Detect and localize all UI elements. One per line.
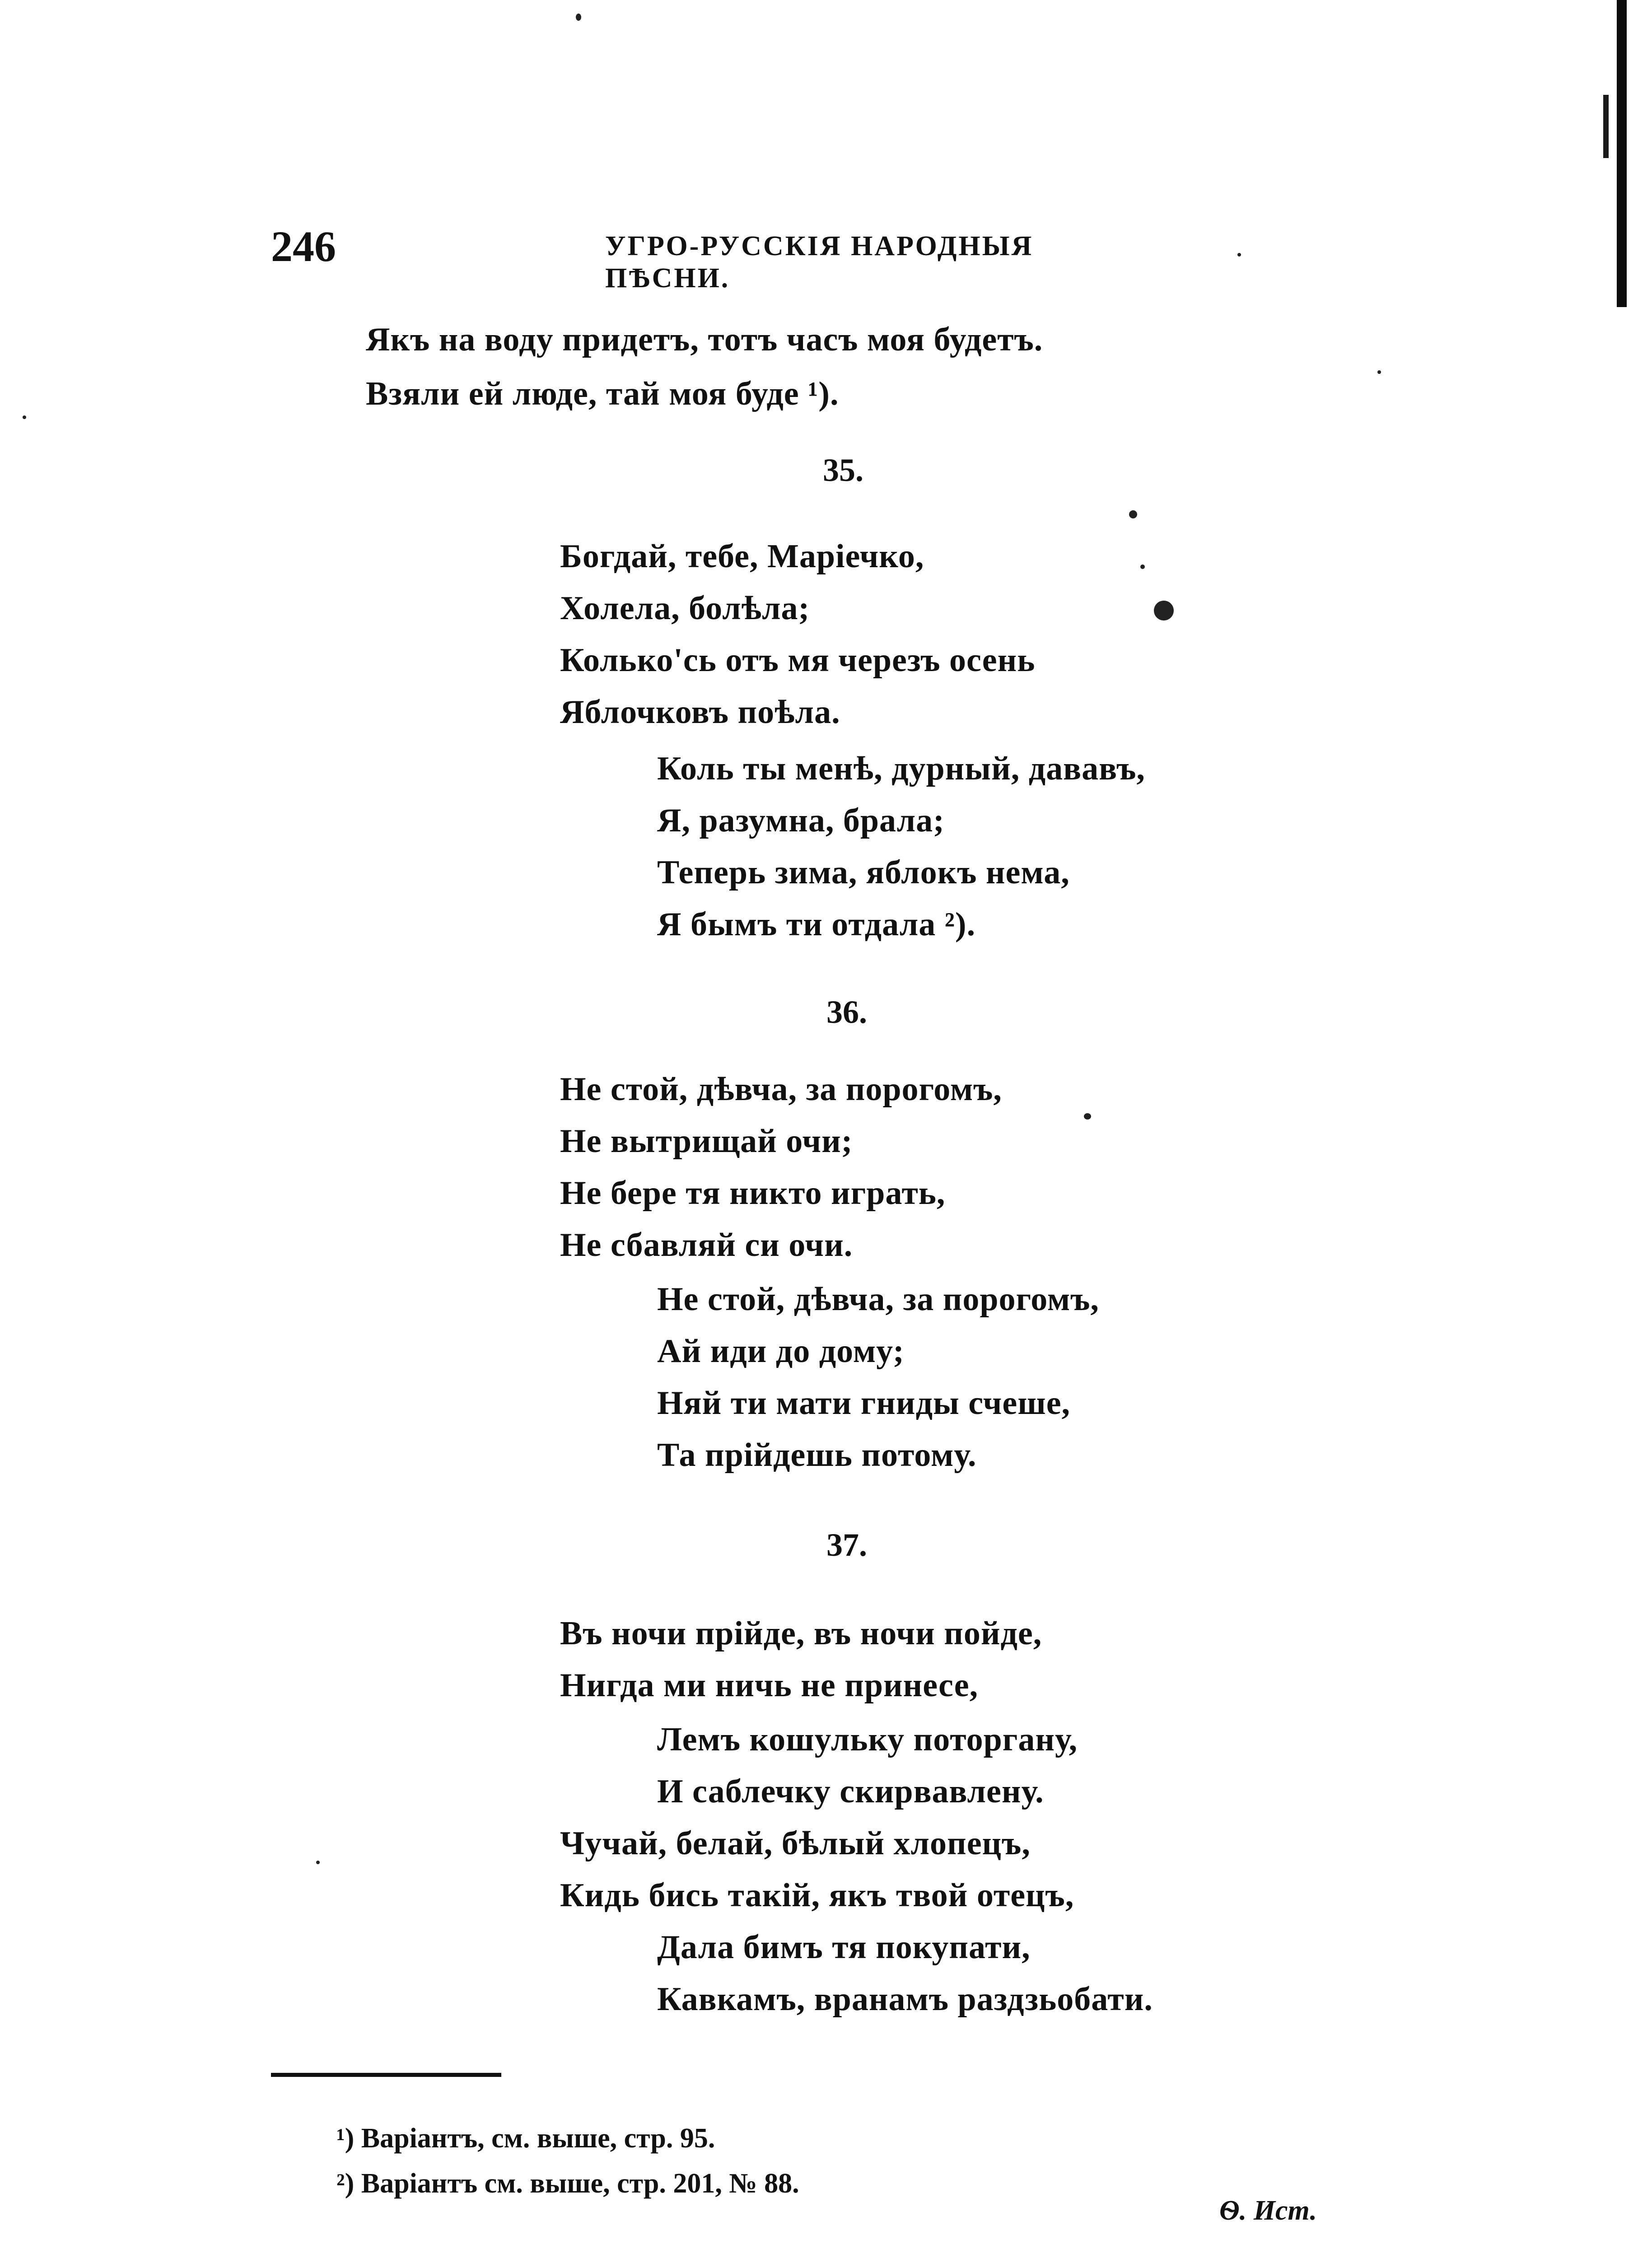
verse-line: Няй ти мати гниды счеше, [657,1385,1071,1422]
footnote-rule [271,2073,501,2077]
scan-speck [1237,253,1241,257]
running-title: УГРО-РУССКІЯ НАРОДНЫЯ ПѢСНИ. [605,231,1034,294]
footnote: ¹) Варіантъ, см. выше, стр. 95. [336,2123,715,2154]
scan-speck [23,415,26,419]
verse-line: Чучай, белай, бѣлый хлопецъ, [560,1825,1031,1862]
verse-line: Не стой, дѣвча, за порогомъ, [560,1071,1002,1108]
song-number: 37. [826,1527,867,1563]
page-header [271,221,1152,294]
verse-line: Коль ты менѣ, дурный, дававъ, [657,750,1145,787]
verse-line: Въ ночи прійде, въ ночи пойде, [560,1615,1042,1652]
verse-line: Кавкамъ, вранамъ раздзьобати. [657,1981,1153,2018]
ink-blot [1154,601,1174,620]
verse-line: Ай иди до дому; [657,1333,905,1370]
verse-line: Теперь зима, яблокъ нема, [657,854,1070,891]
verse-line: Не бере тя никто играть, [560,1175,946,1212]
verse-line: Та прійдешь потому. [657,1437,977,1474]
song-number: 36. [826,994,867,1030]
verse-line: Лемъ кошульку поторгану, [657,1721,1078,1758]
verse-line: Колько'сь отъ мя черезъ осень [560,642,1036,679]
intro-line: Якъ на воду придетъ, тотъ часъ моя будетъ. [366,321,1043,358]
verse-line: Кидь бись такій, якъ твой отецъ, [560,1877,1074,1914]
verse-line: Не сбавляй си очи. [560,1227,853,1264]
scan-speck [1140,564,1145,569]
scan-speck [1129,510,1137,518]
verse-line: Не вытрищай очи; [560,1123,853,1160]
verse-line: Я бымъ ти отдала ²). [657,906,976,943]
verse-line: Яблочковъ поѣла. [560,694,840,731]
page-edge-mark [1603,95,1609,158]
verse-line: Дала бимъ тя покупати, [657,1929,1031,1966]
scan-speck [316,1861,320,1864]
verse-line: Не стой, дѣвча, за порогомъ, [657,1281,1099,1318]
intro-line: Взяли ей люде, тай моя буде ¹). [366,375,839,412]
page-number: 246 [271,222,336,271]
footnote: ²) Варіантъ см. выше, стр. 201, № 88. [336,2168,799,2199]
verse-line: Я, разумна, брала; [657,802,945,839]
verse-line: Нигда ми ничь не принесе, [560,1667,979,1704]
verse-line: Холела, болѣла; [560,590,810,627]
scan-speck [576,14,581,21]
scan-speck [1377,370,1381,374]
scan-speck [1084,1113,1091,1120]
song-number: 35. [823,452,863,488]
signature: Ѳ. Ист. [1219,2195,1317,2226]
verse-line: Богдай, тебе, Маріечко, [560,538,924,575]
verse-line: И саблечку скирвавлену. [657,1773,1044,1810]
page-edge-shadow [1617,0,1627,307]
